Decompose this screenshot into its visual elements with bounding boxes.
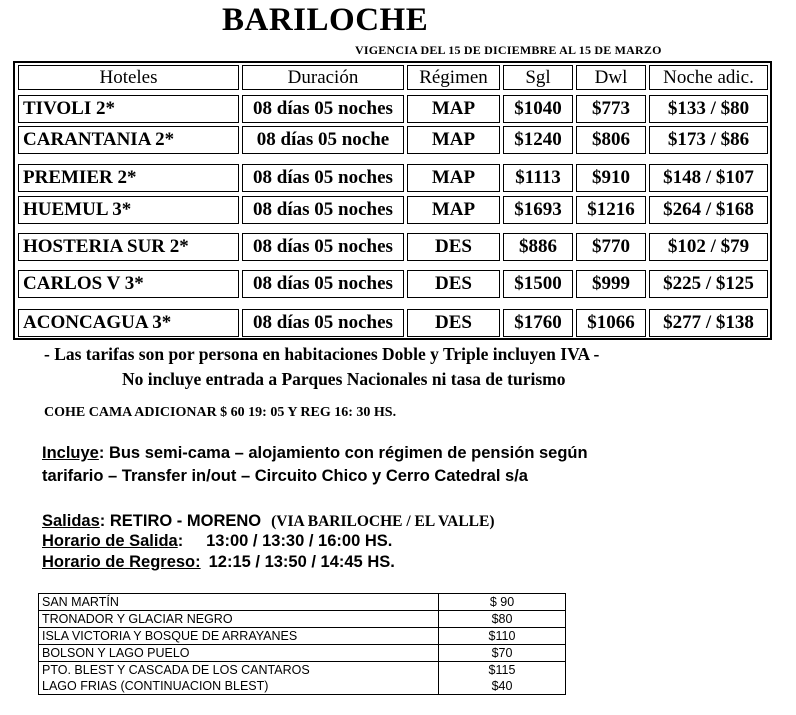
extra-night-price-cell: $277 / $138	[649, 309, 768, 337]
horario-salida-text: : 13:00 / 13:30 / 16:00 HS.	[177, 532, 393, 550]
excursion-price	[439, 662, 566, 695]
column-header-extra-night-price: Noche adic.	[649, 65, 768, 90]
excursion-price: $70	[439, 645, 566, 662]
column-header-hotel-name: Hoteles	[18, 65, 239, 90]
dwl-price-cell: $773	[576, 95, 646, 123]
horario-regreso-text: 12:15 / 13:50 / 14:45 HS.	[208, 553, 395, 571]
dwl-price-cell: $806	[576, 126, 646, 154]
dwl-price-cell: $1066	[576, 309, 646, 337]
note-not-included: No incluye entrada a Parques Nacionales ni tasa de turismo	[122, 369, 566, 389]
column-header-duration: Duración	[242, 65, 404, 90]
table-row	[39, 611, 566, 628]
duration-cell: 08 días 05 noches	[242, 95, 404, 123]
dwl-price-cell: $770	[576, 233, 646, 261]
hotel-name-cell: CARLOS V 3*	[18, 270, 239, 298]
salidas-text: : RETIRO - MORENO	[99, 512, 262, 530]
column-header-regime: Régimen	[407, 65, 500, 90]
includes-text-1: : Bus semi-cama – alojamiento con régimen de pensión según	[98, 444, 588, 462]
table-row	[39, 594, 566, 611]
dwl-price-cell: $999	[576, 270, 646, 298]
horario-regreso-label: Horario de Regreso:	[42, 553, 201, 571]
column-header-sgl-price: Sgl	[503, 65, 573, 90]
hotel-name-cell: HUEMUL 3*	[18, 196, 239, 224]
hotel-name-cell: HOSTERIA SUR 2*	[18, 233, 239, 261]
salidas-via: (VIA BARILOCHE / EL VALLE)	[271, 513, 495, 530]
excursions-table	[38, 593, 566, 695]
table-row	[39, 645, 566, 662]
regime-cell: MAP	[407, 196, 500, 224]
extra-night-price-cell: $225 / $125	[649, 270, 768, 298]
excursion-price: $80	[439, 611, 566, 628]
excursion-price: $110	[439, 628, 566, 645]
regime-cell: MAP	[407, 95, 500, 123]
duration-cell: 08 días 05 noches	[242, 196, 404, 224]
excursion-name-line: LAGO FRIAS (CONTINUACION BLEST)	[42, 679, 269, 693]
sgl-price-cell: $1693	[503, 196, 573, 224]
excursion-name	[39, 662, 439, 695]
regime-cell: MAP	[407, 126, 500, 154]
duration-cell: 08 días 05 noches	[242, 164, 404, 192]
excursion-price-line: $40	[491, 679, 513, 693]
return-times-line	[42, 553, 395, 572]
horario-salida-label: Horario de Salida	[42, 532, 178, 550]
extra-night-price-cell: $102 / $79	[649, 233, 768, 261]
excursion-name: ISLA VICTORIA Y BOSQUE DE ARRAYANES	[39, 628, 439, 645]
duration-cell: 08 días 05 noches	[242, 233, 404, 261]
departure-times-line	[42, 532, 392, 551]
includes-line-1	[42, 444, 588, 463]
duration-cell: 08 días 05 noche	[242, 126, 404, 154]
sgl-price-cell: $1040	[503, 95, 573, 123]
excursion-price: $ 90	[439, 594, 566, 611]
sgl-price-cell: $1760	[503, 309, 573, 337]
regime-cell: DES	[407, 270, 500, 298]
extra-night-price-cell: $264 / $168	[649, 196, 768, 224]
sgl-price-cell: $1113	[503, 164, 573, 192]
excursion-name: BOLSON Y LAGO PUELO	[39, 645, 439, 662]
includes-text-2: tarifario – Transfer in/out – Circuito Chico y Cerro Catedral s/a	[42, 467, 528, 485]
sgl-price-cell: $1240	[503, 126, 573, 154]
hotel-name-cell: ACONCAGUA 3*	[18, 309, 239, 337]
duration-cell: 08 días 05 noches	[242, 270, 404, 298]
table-row	[39, 628, 566, 645]
sgl-price-cell: $886	[503, 233, 573, 261]
dwl-price-cell: $1216	[576, 196, 646, 224]
regime-cell: DES	[407, 233, 500, 261]
excursion-name-line: PTO. BLEST Y CASCADA DE LOS CANTAROS	[42, 663, 310, 677]
hotel-name-cell: PREMIER 2*	[18, 164, 239, 192]
extra-night-price-cell: $133 / $80	[649, 95, 768, 123]
hotel-name-cell: TIVOLI 2*	[18, 95, 239, 123]
departures-line	[42, 511, 495, 531]
extra-night-price-cell: $173 / $86	[649, 126, 768, 154]
extra-night-price-cell: $148 / $107	[649, 164, 768, 192]
duration-cell: 08 días 05 noches	[242, 309, 404, 337]
page-title: BARILOCHE	[222, 2, 429, 38]
validity-text: VIGENCIA DEL 15 DE DICIEMBRE AL 15 DE MARZO	[355, 43, 662, 57]
dwl-price-cell: $910	[576, 164, 646, 192]
regime-cell: DES	[407, 309, 500, 337]
note-coche-cama: COHE CAMA ADICIONAR $ 60 19: 05 Y REG 16: 30 HS.	[44, 405, 397, 420]
hotel-name-cell: CARANTANIA 2*	[18, 126, 239, 154]
note-rates-per-person: - Las tarifas son por persona en habitaciones Doble y Triple incluyen IVA -	[44, 344, 600, 364]
column-header-dwl-price: Dwl	[576, 65, 646, 90]
regime-cell: MAP	[407, 164, 500, 192]
table-row	[39, 662, 566, 695]
sgl-price-cell: $1500	[503, 270, 573, 298]
excursion-name: TRONADOR Y GLACIAR NEGRO	[39, 611, 439, 628]
excursion-name: SAN MARTÍN	[39, 594, 439, 611]
includes-label: Incluye	[42, 444, 99, 462]
salidas-label: Salidas	[42, 512, 100, 530]
excursion-price-line: $115	[488, 663, 516, 677]
